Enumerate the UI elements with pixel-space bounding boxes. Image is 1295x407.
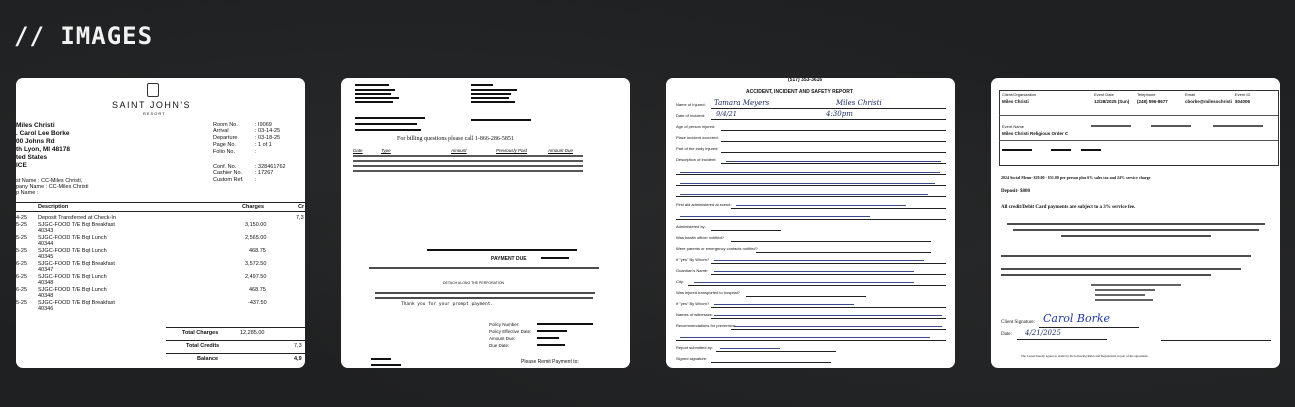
- handwriting-line: [680, 179, 935, 184]
- room-label: Conf. No.: [213, 164, 237, 170]
- policy-label: Amount Due:: [489, 336, 516, 341]
- form-label: If "yes" By Whom?: [676, 301, 710, 306]
- column-header-description: Description: [38, 204, 69, 210]
- event-date-value: 12/28/2025 (Sun): [1094, 99, 1130, 104]
- image-gallery: [16, 78, 1281, 368]
- incident-date: 9/4/21: [716, 110, 737, 118]
- redacted-text: [471, 93, 511, 95]
- form-rule: [721, 130, 946, 131]
- room-label: Arrival: [213, 128, 229, 134]
- event-agreement-document: [991, 78, 1280, 368]
- row-date: 5-25: [16, 248, 28, 254]
- signature-date-label: Date:: [1001, 332, 1012, 337]
- form-rule: [676, 196, 946, 197]
- table-rule: [16, 202, 305, 203]
- report-title: ACCIDENT, INCIDENT AND SAFETY REPORT: [746, 89, 853, 95]
- row-description: SJGC-FOOD T/E Bqt Lunch: [38, 274, 107, 280]
- incident-time: 4:30pm: [826, 110, 853, 118]
- row-amount: 2,497.50: [245, 274, 267, 280]
- credit-card-note: All credit/Debit Card payments are subject to a 3% service fee.: [1001, 205, 1136, 210]
- room-label: Departure: [213, 135, 238, 141]
- handwriting-line: [680, 212, 870, 217]
- social-menu-line: 2024 Social Menu- $29.00 - $51.00 per person plus 6% sales tax and 24% service charge: [1001, 175, 1151, 180]
- group-name: Miles Christi: [836, 99, 882, 107]
- form-label: If "yes" By Whom?: [676, 257, 710, 262]
- event-id-label: Event ID: [1235, 92, 1251, 97]
- table-cell-text: [1091, 125, 1131, 127]
- room-label: Custom Ref.: [213, 177, 244, 183]
- table-row: [16, 300, 305, 313]
- room-value: :: [255, 177, 257, 183]
- telephone-value: (248) 596-8677: [1137, 99, 1168, 104]
- row-date: 6-25: [16, 261, 28, 267]
- form-rule: [711, 307, 946, 308]
- handwriting-line: [680, 333, 930, 338]
- handwriting-line: [714, 311, 942, 316]
- table-rule: [999, 140, 1278, 141]
- redacted-text: [371, 364, 401, 366]
- billing-statement-document: [341, 78, 630, 368]
- row-description: Deposit Transferred at Check-In: [38, 215, 116, 221]
- room-value: : 17267: [255, 170, 274, 176]
- totals-rule: [166, 353, 305, 354]
- room-value: :: [255, 149, 257, 155]
- client-signature: Carol Borke: [1043, 312, 1111, 325]
- room-value: : I9069: [255, 122, 272, 128]
- row-date: 4-25: [16, 215, 28, 221]
- detach-notice: DETACH ALONG THE PERFORATION: [443, 281, 505, 285]
- row-reference: 40344: [38, 241, 54, 247]
- table-row: [16, 261, 305, 274]
- row-amount: 3,572.50: [245, 261, 267, 267]
- payment-due-label: PAYMENT DUE: [491, 256, 527, 262]
- agreement-text: [1001, 274, 1211, 276]
- agreement-text: [1013, 229, 1259, 231]
- signature-rule: [1039, 327, 1139, 328]
- redacted-text: [355, 117, 425, 119]
- column-header-type: Type: [381, 148, 391, 153]
- form-label: Age of person injured:: [676, 124, 716, 129]
- guest-line: th Lyon, MI 48178: [16, 146, 70, 153]
- redacted-text: [371, 358, 391, 360]
- form-rule: [746, 296, 866, 297]
- policy-label: Policy Effective Date:: [489, 329, 532, 334]
- row-amount: 468.75: [249, 248, 266, 254]
- form-rule: [711, 119, 946, 120]
- form-rule: [676, 340, 946, 341]
- redacted-text: [355, 123, 417, 125]
- form-rule: [711, 274, 946, 275]
- form-rule: [721, 152, 946, 153]
- room-label: Folio No.: [213, 149, 236, 155]
- redacted-text: [471, 97, 509, 99]
- column-header-amount: Amount: [451, 148, 467, 153]
- form-label: Signed signature:: [676, 356, 708, 361]
- client-org-value: Miles Christi: [1002, 99, 1029, 104]
- form-rule: [676, 185, 946, 186]
- form-rule: [676, 174, 946, 175]
- form-label: Was injured transported to hospital?: [676, 290, 740, 295]
- row-description: SJGC-FOOD T/E Bqt Lunch: [38, 235, 107, 241]
- hotel-name: SAINT JOHN'S: [112, 100, 192, 110]
- agreement-text: [1001, 255, 1251, 257]
- handwriting-line: [720, 344, 780, 349]
- redacted-text: [355, 97, 399, 99]
- form-rule: [711, 263, 946, 264]
- table-cell-text: [1002, 149, 1032, 151]
- table-row: [16, 215, 305, 222]
- telephone-label: Telephone: [1137, 92, 1156, 97]
- client-signature-label: Client Signature:: [1001, 320, 1036, 325]
- form-rule: [756, 252, 931, 253]
- row-amount: 3,150.00: [245, 222, 267, 228]
- form-rule: [716, 351, 836, 352]
- handwriting-line: [680, 168, 940, 173]
- accident-report-document: [666, 78, 955, 368]
- handwriting-line: [714, 267, 914, 272]
- redacted-text: [355, 93, 391, 95]
- handwriting-line: [726, 157, 941, 162]
- form-label: Report submitted by:: [676, 345, 713, 350]
- guest-line: 00 Johns Rd: [16, 138, 55, 145]
- form-label: Were parents or emergency contacts notified?: [676, 246, 758, 251]
- agreement-text: [1061, 235, 1211, 237]
- form-label: Name of Injured:: [676, 102, 706, 107]
- form-rule: [711, 318, 946, 319]
- redacted-text: [471, 101, 515, 103]
- notice-text: [375, 292, 595, 294]
- row-description: SJGC-FOOD T/E Bqt Breakfast: [38, 261, 115, 267]
- table-cell-text: [1081, 149, 1101, 151]
- form-label: Place incident occurred:: [676, 135, 719, 140]
- form-rule: [676, 219, 946, 220]
- form-label: Was health officer notified?: [676, 235, 725, 240]
- row-date: 5-25: [16, 300, 28, 306]
- attn-line: p Name :: [16, 190, 39, 196]
- column-header-date: Date: [353, 148, 363, 153]
- guest-line: ICE: [16, 162, 27, 169]
- handwriting-line: [680, 190, 928, 195]
- form-rule: [721, 163, 946, 164]
- redacted-text: [355, 84, 389, 86]
- deposit-line: Deposit- $800: [1001, 189, 1031, 194]
- form-label: Recommendations for prevention:: [676, 323, 737, 328]
- form-rule: [731, 329, 946, 330]
- report-phone: (517) 353-3616: [788, 78, 823, 83]
- redacted-text: [471, 84, 493, 86]
- guest-line: ted States: [16, 154, 48, 161]
- balance-amount: 4,9: [294, 356, 302, 362]
- agreement-text: [1095, 294, 1145, 296]
- agreement-text: [1001, 268, 1241, 270]
- table-row: [353, 160, 583, 162]
- email-value: cborke@milesochristi: [1185, 99, 1232, 104]
- hotel-logo-icon: [147, 83, 159, 97]
- email-label: Email: [1185, 92, 1196, 97]
- row-amount: 2,565.00: [245, 235, 267, 241]
- total-charges-amount: 12,285.00: [240, 330, 265, 336]
- image-thumbnail-hotel-folio[interactable]: [16, 78, 305, 368]
- table-cell-text: [1213, 125, 1263, 127]
- form-label: First aid administered at scene:: [676, 202, 732, 207]
- row-date: 5-25: [16, 235, 28, 241]
- redacted-text: [355, 129, 421, 131]
- total-credits-amount: 7,3: [294, 343, 302, 349]
- row-description: SJGC-FOOD T/E Bqt Lunch: [38, 287, 107, 293]
- row-reference: 40343: [38, 228, 54, 234]
- row-description: SJGC-FOOD T/E Bqt Breakfast: [38, 300, 115, 306]
- table-row: [353, 155, 583, 157]
- injured-name: Tamara Meyers: [714, 99, 770, 107]
- notice-text: [375, 297, 593, 299]
- row-date: 6-25: [16, 274, 28, 280]
- form-rule: [711, 362, 831, 363]
- room-label: Page No.: [213, 142, 236, 148]
- table-rule: [16, 211, 305, 212]
- policy-label: Due Date:: [489, 343, 510, 348]
- event-name-label: Event Name: [1002, 124, 1025, 129]
- event-id-value: $04006: [1235, 99, 1251, 104]
- row-reference: 40347: [38, 267, 54, 273]
- totals-rule: [166, 327, 305, 328]
- footer-note: The Lessee hereby agrees to abide by the following Rules and Regulations as part of the agreement.: [1021, 354, 1149, 358]
- hotel-folio-document: [16, 78, 305, 368]
- policy-value: [537, 337, 559, 339]
- row-reference: 40346: [38, 306, 54, 312]
- form-rule: [721, 141, 946, 142]
- row-description: SJGC-FOOD T/E Bqt Breakfast: [38, 222, 115, 228]
- redacted-text: [355, 101, 393, 103]
- remit-label: Please Remit Payment to:: [521, 359, 579, 365]
- total-credits-label: Total Credits: [186, 343, 220, 349]
- column-header-charges: Charges: [242, 204, 265, 210]
- form-rule: [711, 108, 946, 109]
- handwriting-line: [734, 322, 942, 327]
- balance-label: Balance: [197, 356, 219, 362]
- policy-label: Policy Number:: [489, 322, 520, 327]
- row-reference: 40348: [38, 293, 54, 299]
- form-rule: [688, 285, 946, 286]
- table-rule: [999, 115, 1278, 116]
- billing-questions-line: For billing questions please call 1-866-286-5851: [397, 136, 514, 142]
- section-title: // IMAGES: [14, 22, 154, 50]
- row-date: 5-25: [16, 222, 28, 228]
- row-reference: 40345: [38, 254, 54, 260]
- form-label: Guardian's Name:: [676, 268, 709, 273]
- payment-due-date: [541, 257, 569, 259]
- notice-text: [369, 267, 599, 269]
- total-charges-label: Total Charges: [182, 330, 219, 336]
- table-row: [16, 235, 305, 248]
- totals-line: [427, 249, 577, 251]
- hotel-subtitle: RESORT: [143, 111, 166, 116]
- guest-line: Miles Christi: [16, 122, 55, 129]
- agreement-text: [1091, 284, 1181, 286]
- redacted-text: [471, 89, 517, 91]
- guest-line: . Carol Lee Borke: [16, 130, 70, 137]
- room-value: : 03-18-25: [255, 135, 281, 141]
- form-label: Names of witnesses:: [676, 312, 713, 317]
- room-value: : 328461762: [255, 164, 286, 170]
- totals-rule: [166, 340, 305, 341]
- table-row: [353, 170, 583, 172]
- policy-value: [537, 330, 567, 332]
- table-row: [16, 248, 305, 261]
- thank-you-note: Thank you for your prompt payment.: [401, 302, 494, 307]
- event-date-label: Event Date: [1094, 92, 1114, 97]
- policy-value: [537, 344, 565, 346]
- event-name-value: Miles Christi Religious Order C: [1002, 131, 1069, 136]
- agreement-text: [1095, 299, 1153, 301]
- form-label: Administered by:: [676, 224, 706, 229]
- image-thumbnail-billing-statement[interactable]: [341, 78, 630, 368]
- row-credit: 7,3: [296, 215, 304, 221]
- image-thumbnail-event-agreement[interactable]: [991, 78, 1280, 368]
- row-amount: -437.50: [248, 300, 267, 306]
- row-description: SJGC-FOOD T/E Bqt Lunch: [38, 248, 107, 254]
- signature-date: 4/21/2025: [1025, 329, 1061, 337]
- column-header-credits: Cr: [298, 204, 305, 210]
- handwriting-line: [694, 278, 914, 283]
- handwriting-line: [714, 300, 854, 305]
- form-label: City:: [676, 279, 684, 284]
- room-value: : 03-14-25: [255, 128, 281, 134]
- row-amount: 468.75: [249, 287, 266, 293]
- room-value: : 1 of 1: [255, 142, 272, 148]
- signature-rule: [1017, 339, 1107, 340]
- form-rule: [731, 208, 946, 209]
- table-row: [353, 165, 583, 167]
- handwriting-line: [736, 201, 906, 206]
- image-thumbnail-accident-report[interactable]: [666, 78, 955, 368]
- table-row: [16, 287, 305, 300]
- signature-rule: [1161, 340, 1271, 341]
- table-cell-text: [1051, 149, 1071, 151]
- table-cell-text: [1151, 125, 1191, 127]
- room-label: Cashier No.: [213, 170, 243, 176]
- agreement-text: [1095, 289, 1155, 291]
- column-header-previously-paid: Previously Paid: [496, 148, 528, 153]
- policy-value: [537, 323, 593, 325]
- client-org-label: Client/Organization: [1002, 92, 1037, 97]
- form-label: Date of Incident:: [676, 113, 706, 118]
- room-label: Room No.: [213, 122, 238, 128]
- redacted-text: [471, 119, 531, 121]
- form-rule: [711, 230, 781, 231]
- attn-line: st Name : CC-Miles Christi,: [16, 178, 83, 184]
- attn-line: pany Name : CC-Miles Christi: [16, 184, 89, 190]
- agreement-text: [1007, 223, 1265, 225]
- column-header-amount-due: Amount Due: [548, 148, 574, 153]
- table-row: [16, 222, 305, 235]
- folio-rows: [16, 215, 305, 313]
- form-rule: [731, 241, 931, 242]
- row-date: 6-25: [16, 287, 28, 293]
- table-row: [16, 274, 305, 287]
- handwriting-line: [714, 256, 924, 261]
- redacted-text: [355, 89, 395, 91]
- form-label: Description of incident:: [676, 157, 717, 162]
- form-label: Part of the body injured:: [676, 146, 719, 151]
- row-reference: 40348: [38, 280, 54, 286]
